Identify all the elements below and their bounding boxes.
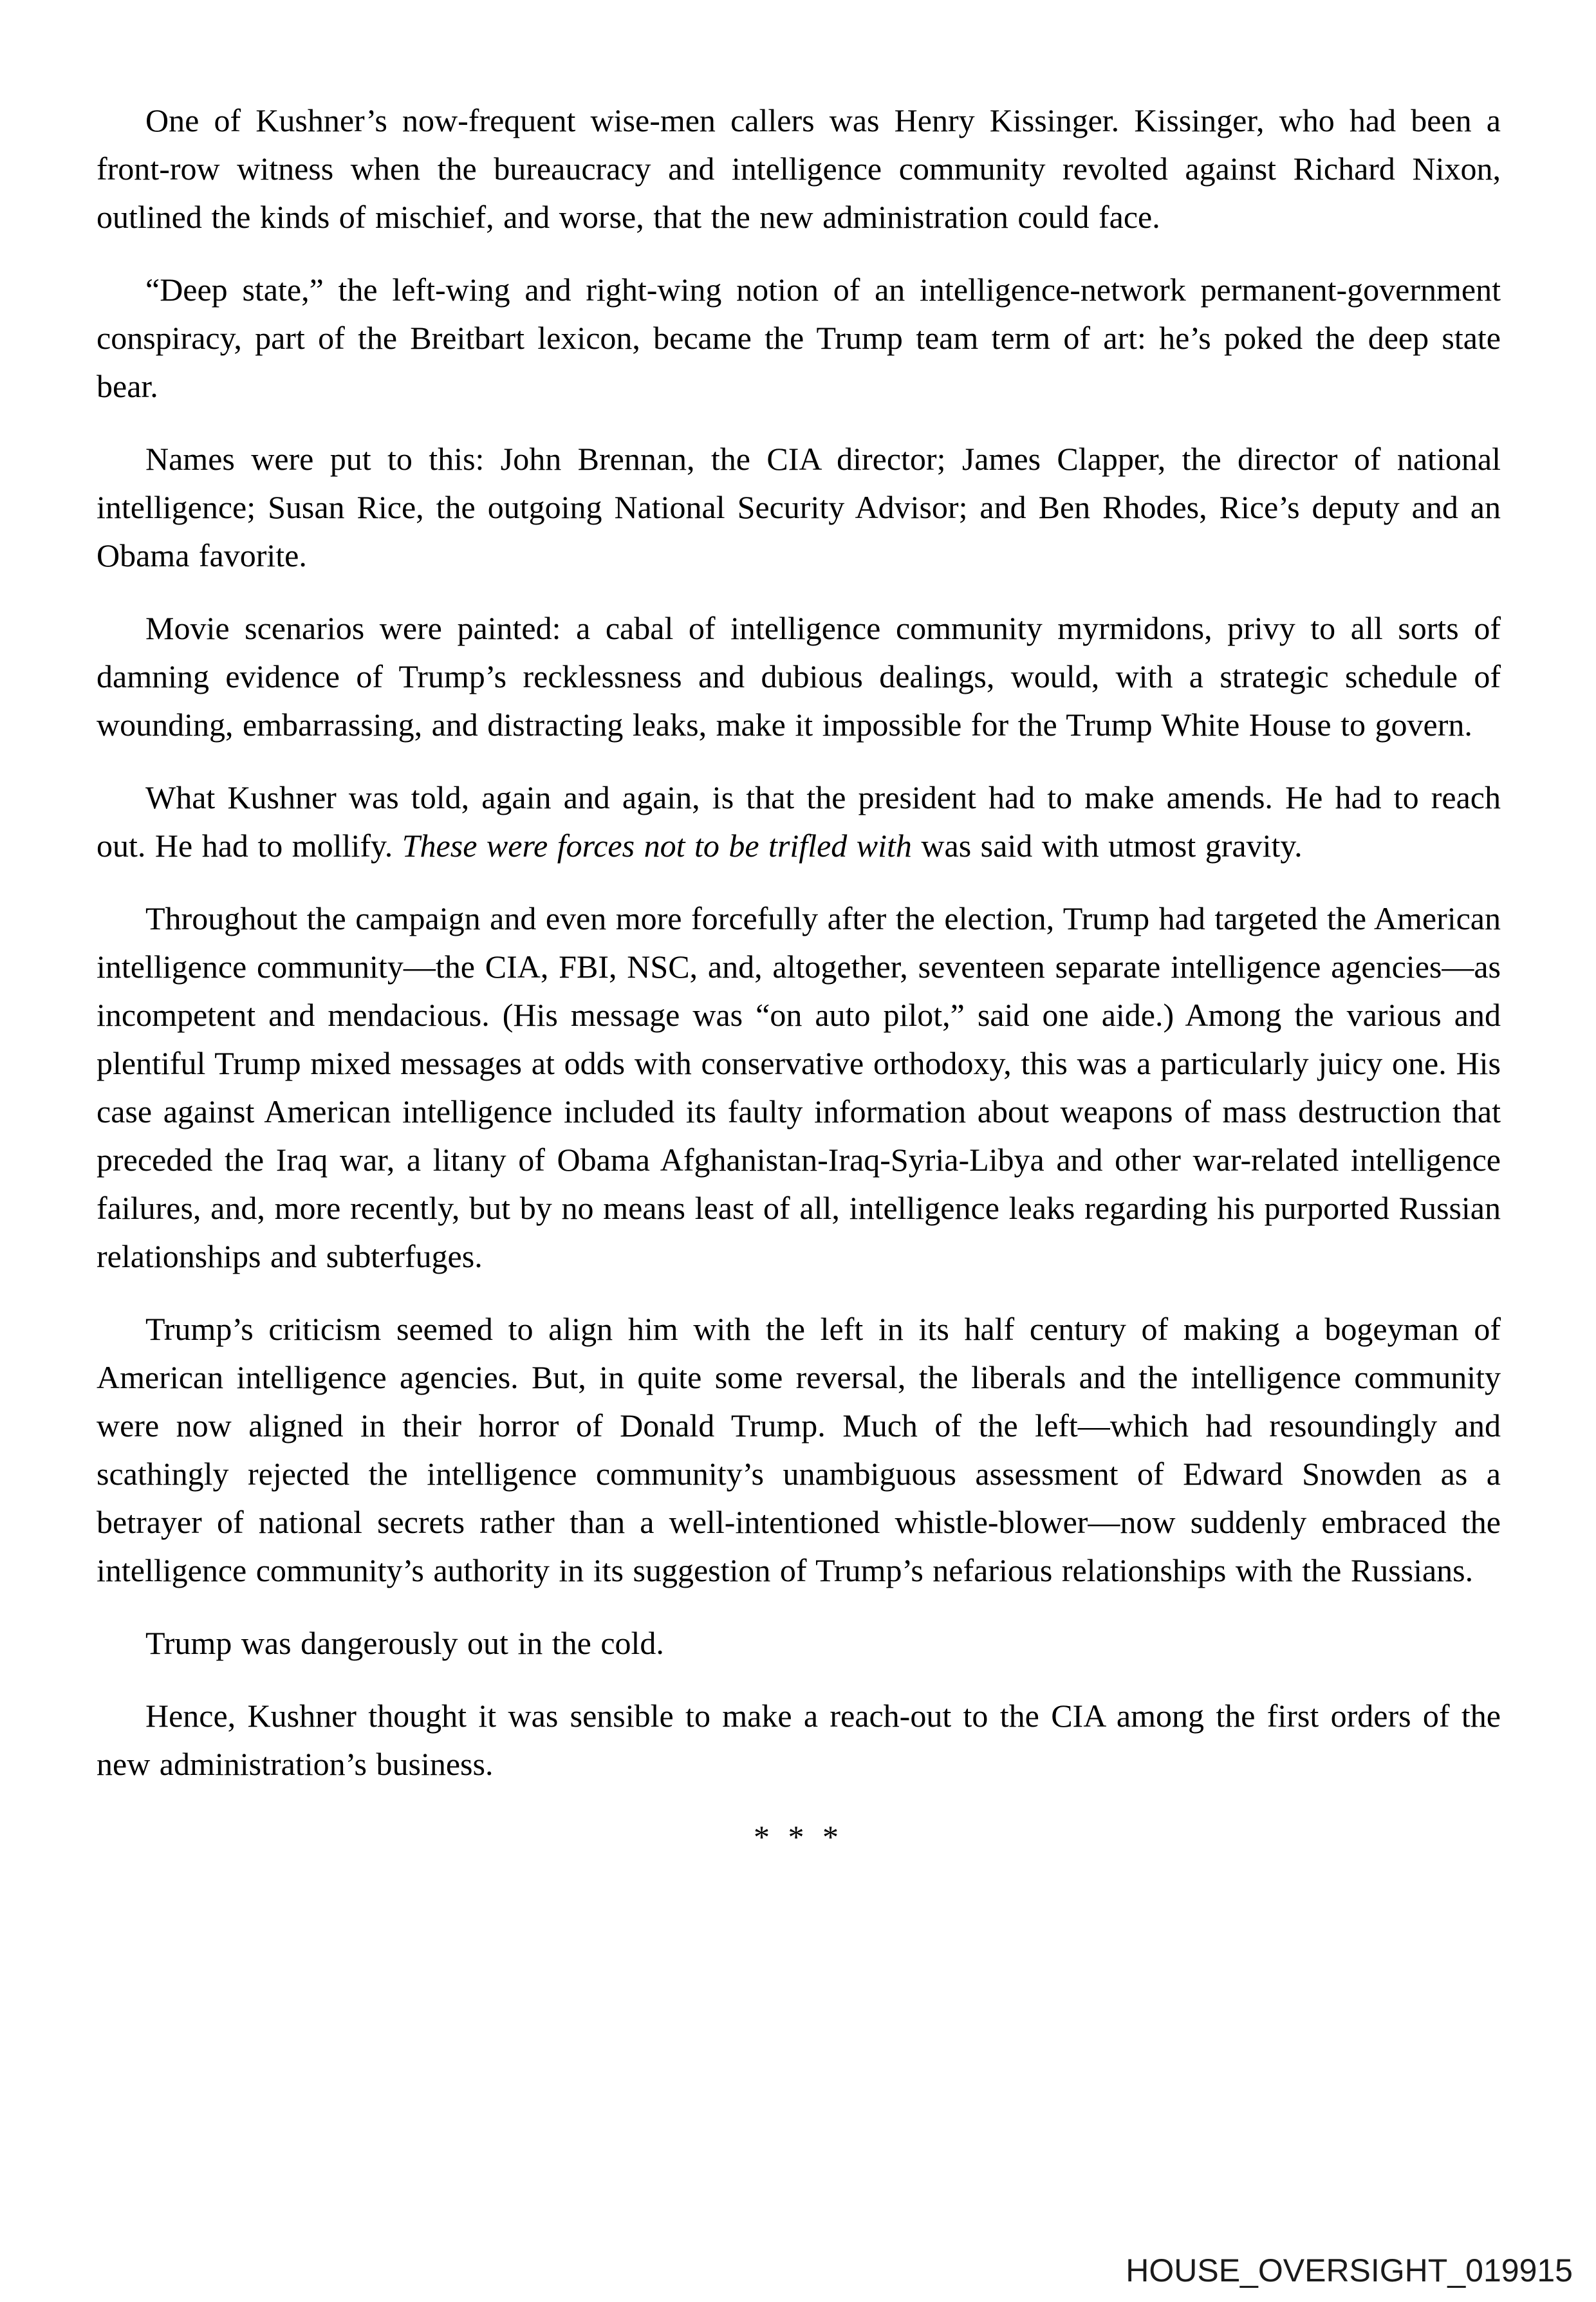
paragraph-names: Names were put to this: John Brennan, the CIA director; James Clapper, the director of national intelligence; Susan Rice, the outgoing National Security Advisor; and Ben Rhodes, Rice’s deputy and an Obama favorite. bbox=[97, 441, 1501, 573]
paragraph-reach-out-cia: Hence, Kushner thought it was sensible to make a reach-out to the CIA among the first orders of the new administration’s business. bbox=[97, 1698, 1501, 1782]
bates-number-stamp: HOUSE_OVERSIGHT_019915 bbox=[1126, 2252, 1573, 2288]
paragraph-kushner-told-tail: was said with utmost gravity. bbox=[911, 828, 1303, 864]
paragraph-kissinger: One of Kushner’s now-frequent wise-men callers was Henry Kissinger. Kissinger, who had been a front-row witness when the bureaucracy and intelligence community revolted against Richard Nixon, outlined the kinds of mischief, and worse, that the new administration could face. bbox=[97, 102, 1501, 235]
paragraph-kushner-told-lead: What Kushner was told, again and again, is that the president had to make amends. He had to reach out. He had to mollify. bbox=[97, 779, 1501, 864]
paragraph-campaign-targeting: Throughout the campaign and even more forcefully after the election, Trump had targeted the American intelligence community—the CIA, FBI, NSC, and, altogether, seventeen separate intelligence agencies—as incompetent and mendacious. (His message was “on auto pilot,” said one aide.) Among the various and plentiful Trump mixed messages at odds with conservative orthodoxy, this was a particularly juicy one. His case against American intelligence included its faulty information about weapons of mass destruction that preceded the Iraq war, a litany of Obama Afghanistan-Iraq-Syria-Libya and other war-related intelligence failures, and, more recently, but by no means least of all, intelligence leaks regarding his purported Russian relationships and subterfuges. bbox=[97, 900, 1501, 1274]
paragraph-kushner-told-italic-phrase: These were forces not to be trifled with bbox=[402, 828, 912, 864]
paragraph-kushner-told bbox=[97, 774, 1501, 870]
section-break-asterisks: * * * bbox=[754, 1819, 844, 1855]
paragraph-out-in-cold: Trump was dangerously out in the cold. bbox=[145, 1625, 664, 1661]
paragraph-deep-state: “Deep state,” the left-wing and right-wing notion of an intelligence-network permanent-government conspiracy, part of the Breitbart lexicon, became the Trump team term of art: he’s poked the deep state bear. bbox=[97, 272, 1501, 404]
paragraph-movie-scenarios: Movie scenarios were painted: a cabal of intelligence community myrmidons, privy to all sorts of damning evidence of Trump’s recklessness and dubious dealings, would, with a strategic schedule of wounding, embarrassing, and distracting leaks, make it impossible for the Trump White House to govern. bbox=[97, 610, 1501, 743]
paragraph-criticism-left: Trump’s criticism seemed to align him with the left in its half century of making a bogeyman of American intelligence agencies. But, in quite some reversal, the liberals and the intelligence community were now aligned in their horror of Donald Trump. Much of the left—which had resoundingly and scathingly rejected the intelligence community’s unambiguous assessment of Edward Snowden as a betrayer of national secrets rather than a well-intentioned whistle-blower—now suddenly embraced the intelligence community’s authority in its suggestion of Trump’s nefarious relationships with the Russians. bbox=[97, 1311, 1501, 1588]
